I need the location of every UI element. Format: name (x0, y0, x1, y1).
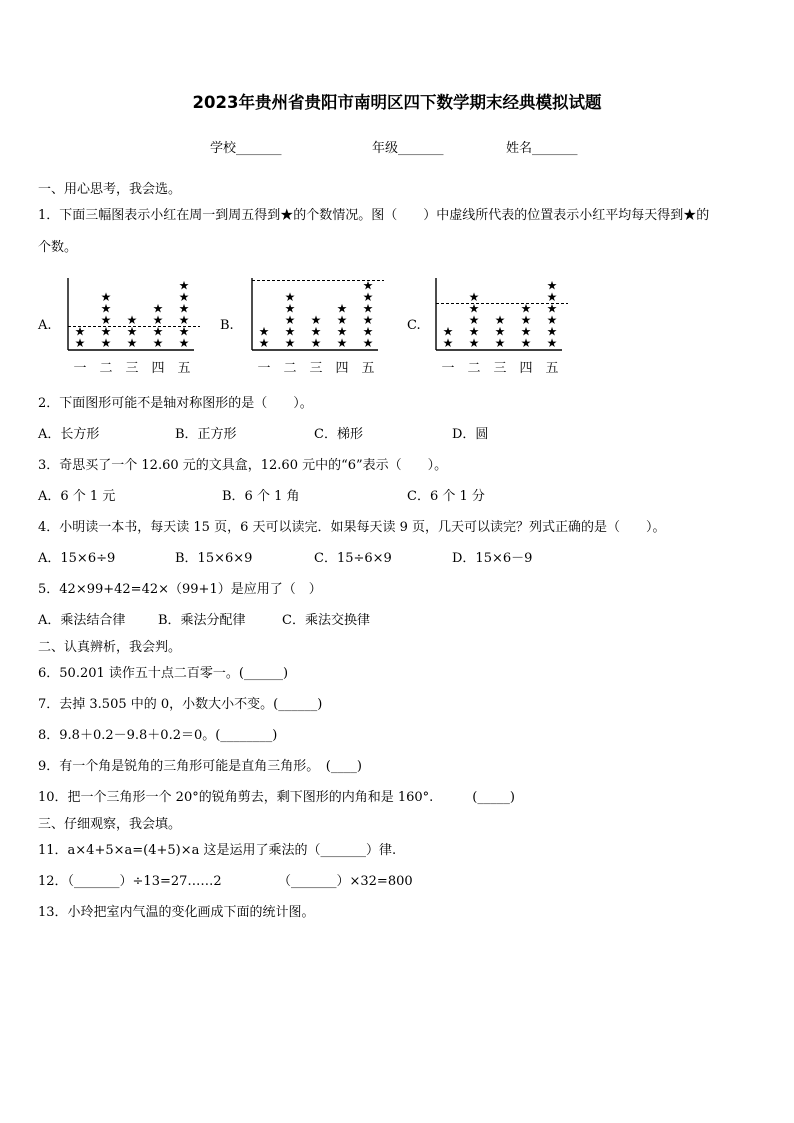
question-12-part-2: （_______）×32=800 (278, 874, 413, 889)
star-mark: ★ (336, 324, 348, 339)
star-mark: ★ (442, 336, 454, 350)
grade-field: 年级_______ (372, 141, 444, 156)
star-mark: ★ (284, 301, 296, 316)
question-5: 5．42×99+42=42×（99+1）是应用了（ ） (38, 582, 322, 597)
star-mark: ★ (74, 324, 86, 339)
question-1-line-1: 1．下面三幅图表示小红在周一到周五得到★的个数情况。图（ ）中虚线所代表的位置表示小红平均每天得到★的 (38, 208, 710, 223)
star-mark: ★ (336, 301, 348, 316)
chart-c (434, 274, 584, 383)
chart-b-label: B. (220, 318, 234, 333)
star-mark: ★ (494, 313, 506, 327)
star-mark: ★ (468, 313, 480, 327)
star-mark: ★ (546, 313, 558, 327)
q4-option-c: C．15÷6×9 (314, 551, 392, 566)
star-mark: ★ (520, 324, 532, 339)
star-mark: ★ (546, 278, 558, 293)
day-label: 四 (335, 361, 349, 376)
question-6: 6．50.201 读作五十点二百零一。(______) (38, 666, 289, 681)
q2-option-d: D．圆 (452, 427, 489, 442)
day-label: 五 (545, 361, 559, 376)
question-13: 13．小玲把室内气温的变化画成下面的统计图。 (38, 905, 315, 920)
chart-b (250, 274, 400, 383)
q2-option-b: B．正方形 (175, 427, 237, 442)
question-12-part-1: 12．（_______）÷13=27……2 (38, 874, 222, 889)
star-mark: ★ (468, 336, 480, 350)
star-mark: ★ (100, 324, 112, 339)
day-label: 三 (493, 361, 507, 376)
star-mark: ★ (100, 313, 112, 327)
star-mark: ★ (152, 301, 164, 316)
star-mark: ★ (336, 313, 348, 327)
q2-option-c: C．梯形 (314, 427, 363, 442)
chart-a (66, 274, 216, 383)
q4-option-d: D．15×6－9 (452, 551, 533, 566)
star-mark: ★ (310, 313, 322, 327)
day-label: 二 (283, 361, 297, 376)
q3-option-c: C．6 个 1 分 (407, 489, 485, 504)
star-mark: ★ (284, 313, 296, 327)
star-mark: ★ (258, 324, 270, 339)
day-label: 一 (257, 361, 271, 376)
star-mark: ★ (74, 336, 86, 350)
star-mark: ★ (178, 278, 190, 293)
chart-a-label: A. (38, 318, 52, 333)
question-8: 8．9.8＋0.2－9.8＋0.2＝0。(________) (38, 728, 278, 743)
star-mark: ★ (520, 313, 532, 327)
section-1-heading: 一、用心思考，我会选。 (38, 182, 182, 197)
star-mark: ★ (178, 290, 190, 304)
star-mark: ★ (362, 301, 374, 316)
q3-option-a: A．6 个 1 元 (38, 489, 116, 504)
page-title: 2023年贵州省贵阳市南明区四下数学期末经典模拟试题 (192, 93, 602, 112)
day-label: 四 (519, 361, 533, 376)
star-mark: ★ (284, 336, 296, 350)
star-mark: ★ (494, 324, 506, 339)
question-1-line-2: 个数。 (38, 240, 78, 255)
question-10: 10．把一个三角形一个 20°的锐角剪去，剩下图形的内角和是 160°. (_____) (38, 790, 515, 805)
day-label: 一 (73, 361, 87, 376)
question-3: 3．奇思买了一个 12.60 元的文具盒，12.60 元中的“6”表示（ ）。 (38, 458, 448, 473)
star-mark: ★ (152, 313, 164, 327)
star-mark: ★ (178, 313, 190, 327)
question-9: 9．有一个角是锐角的三角形可能是直角三角形。 (____) (38, 759, 362, 774)
star-mark: ★ (336, 336, 348, 350)
star-mark: ★ (284, 290, 296, 304)
chart-c-label: C. (407, 318, 421, 333)
star-mark: ★ (468, 324, 480, 339)
star-mark: ★ (178, 324, 190, 339)
star-mark: ★ (152, 336, 164, 350)
star-mark: ★ (310, 324, 322, 339)
star-mark: ★ (362, 278, 374, 293)
q2-option-a: A．长方形 (38, 427, 100, 442)
day-label: 四 (151, 361, 165, 376)
question-7: 7．去掉 3.505 中的 0，小数大小不变。(______) (38, 697, 323, 712)
question-2: 2．下面图形可能不是轴对称图形的是（ ）。 (38, 396, 313, 411)
star-mark: ★ (546, 336, 558, 350)
star-mark: ★ (362, 324, 374, 339)
section-3-heading: 三、仔细观察，我会填。 (38, 817, 182, 832)
star-mark: ★ (494, 336, 506, 350)
star-mark: ★ (100, 290, 112, 304)
q5-option-b: B．乘法分配律 (158, 613, 246, 628)
day-label: 二 (99, 361, 113, 376)
star-mark: ★ (520, 336, 532, 350)
star-mark: ★ (468, 290, 480, 304)
star-mark: ★ (126, 324, 138, 339)
star-mark: ★ (178, 336, 190, 350)
star-mark: ★ (258, 336, 270, 350)
day-label: 五 (177, 361, 191, 376)
star-mark: ★ (284, 324, 296, 339)
star-mark: ★ (362, 313, 374, 327)
star-mark: ★ (362, 290, 374, 304)
school-field: 学校_______ (210, 141, 282, 156)
day-label: 一 (441, 361, 455, 376)
day-label: 三 (309, 361, 323, 376)
star-mark: ★ (362, 336, 374, 350)
star-mark: ★ (100, 336, 112, 350)
day-label: 二 (467, 361, 481, 376)
star-mark: ★ (310, 336, 322, 350)
star-mark: ★ (468, 301, 480, 316)
q4-option-a: A．15×6÷9 (38, 551, 116, 566)
star-mark: ★ (178, 301, 190, 316)
star-mark: ★ (100, 301, 112, 316)
name-field: 姓名_______ (506, 141, 578, 156)
q4-option-b: B．15×6×9 (175, 551, 253, 566)
section-2-heading: 二、认真辨析，我会判。 (38, 640, 182, 655)
star-mark: ★ (152, 324, 164, 339)
star-mark: ★ (442, 324, 454, 339)
question-4: 4．小明读一本书，每天读 15 页，6 天可以读完．如果每天读 9 页，几天可以读完？列式正确的是（ ）。 (38, 520, 666, 535)
question-11: 11．a×4+5×a=(4+5)×a 这是运用了乘法的（_______）律. (38, 843, 397, 858)
q5-option-c: C．乘法交换律 (282, 613, 370, 628)
q3-option-b: B．6 个 1 角 (222, 489, 300, 504)
q5-option-a: A．乘法结合律 (38, 613, 126, 628)
star-mark: ★ (546, 290, 558, 304)
star-mark: ★ (126, 336, 138, 350)
star-mark: ★ (546, 301, 558, 316)
star-mark: ★ (520, 301, 532, 316)
star-mark: ★ (546, 324, 558, 339)
day-label: 五 (361, 361, 375, 376)
day-label: 三 (125, 361, 139, 376)
star-mark: ★ (126, 313, 138, 327)
